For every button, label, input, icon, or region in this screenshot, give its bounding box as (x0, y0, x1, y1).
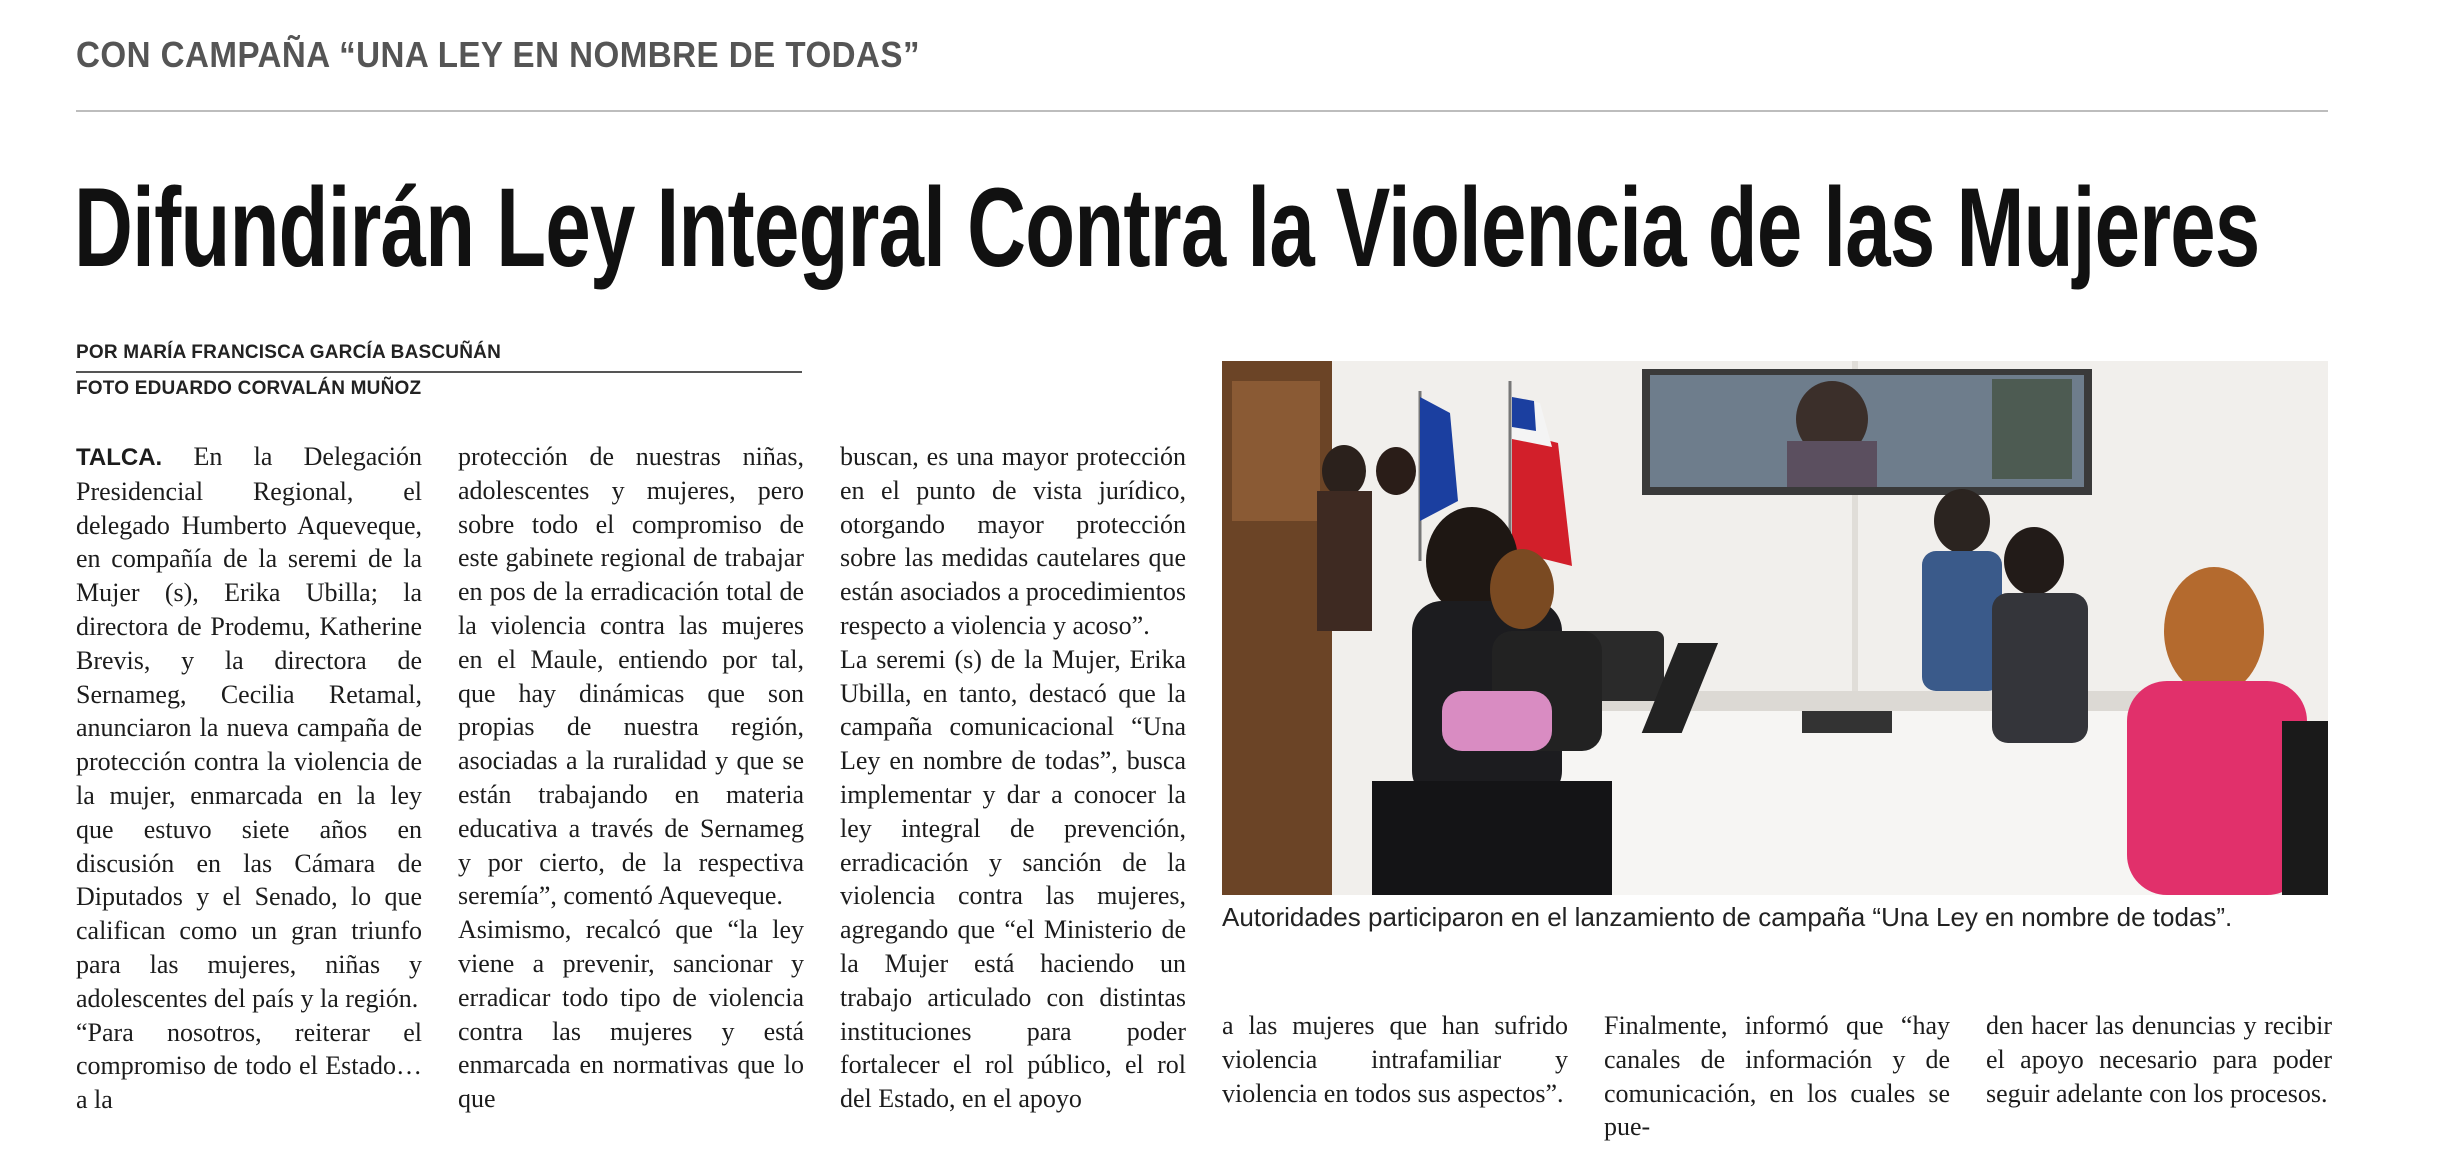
column-3-paragraph-1: buscan, es una mayor protección en el punto de vista jurídico, otorgando mayor protección sobre las medidas cautelares que están asociados a procedimientos respecto a violencia y acoso”. (840, 442, 1186, 640)
column-1-paragraph-2: “Para nosotros, reiterar el compromiso de todo el Estado… a la (76, 1017, 422, 1115)
byline-divider (76, 371, 802, 373)
column-3-paragraph-2: La seremi (s) de la Mujer, Erika Ubilla, en tanto, destacó que la campaña comunicacional “Una Ley en nombre de todas”, busca implementar y dar a conocer la ley integral de prevención, erradicación y sanción de la violencia contra las mujeres, agregando que “el Ministerio de la Mujer está haciendo un trabajo articulado con distintas instituciones para poder fortalecer el rol público, el rol del Estado, en el apoyo (840, 644, 1186, 1114)
byline-author: POR MARÍA FRANCISCA GARCÍA BASCUÑÁN (76, 342, 501, 363)
column-4-paragraph-1: a las mujeres que han sufrido violencia intrafamiliar y violencia en todos sus aspectos”. (1222, 1011, 1568, 1108)
byline-photo: FOTO EDUARDO CORVALÁN MUÑOZ (76, 378, 422, 399)
article-column-6 (1986, 1009, 2332, 1110)
article-column-4 (1222, 1009, 1568, 1110)
column-2-paragraph-2: Asimismo, recalcó que “la ley viene a prevenir, sancionar y erradicar todo tipo de violencia contra las mujeres y está enmarcada en normativas que lo que (458, 915, 804, 1114)
column-2-paragraph-1: protección de nuestras niñas, adolescentes y mujeres, pero sobre todo el compromiso de este gabinete regional de trabajar en pos de la erradicación total de la violencia contra las mujeres en el Maule, entiendo por tal, que hay dinámicas que son propias de nuestra región, asociadas a la ruralidad y que se están trabajando en materia educativa a través de Sernameg y por cierto, de la respectiva seremía”, comentó Aqueveque. (458, 442, 804, 911)
dateline: TALCA. (76, 444, 163, 471)
column-5-paragraph-1: Finalmente, informó que “hay canales de información y de comunicación, en los cuales se pue- (1604, 1011, 1950, 1142)
news-photo (1222, 361, 2328, 895)
article-column-3 (840, 440, 1186, 1116)
photo-caption: Autoridades participaron en el lanzamiento de campaña “Una Ley en nombre de todas”. (1222, 902, 2233, 932)
top-divider (76, 110, 2328, 112)
column-1-paragraph-1: En la Delegación Presidencial Regional, el delegado Humberto Aqueveque, en compañía de la seremi de la Mujer (s), Erika Ubilla; la directora de Prodemu, Katherine Brevis, y la directora de Sernameg, Cecilia Retamal, anunciaron la nueva campaña de protección contra la violencia de la mujer, enmarcada en la ley que estuvo siete años en discusión en las Cámara de Diputados y el Senado, lo que califican como un gran triunfo para las mujeres, niñas y adolescentes del país y la región. (76, 442, 423, 1013)
column-6-paragraph-1: den hacer las denuncias y recibir el apoyo necesario para poder seguir adelante con los procesos. (1986, 1011, 2332, 1108)
headline: Difundirán Ley Integral Contra la Violencia de las Mujeres (74, 165, 2260, 290)
article-column-5 (1604, 1009, 1950, 1144)
article-column-2 (458, 440, 804, 1116)
article-column-1 (76, 440, 422, 1117)
section-kicker: CON CAMPAÑA “UNA LEY EN NOMBRE DE TODAS” (76, 34, 920, 75)
